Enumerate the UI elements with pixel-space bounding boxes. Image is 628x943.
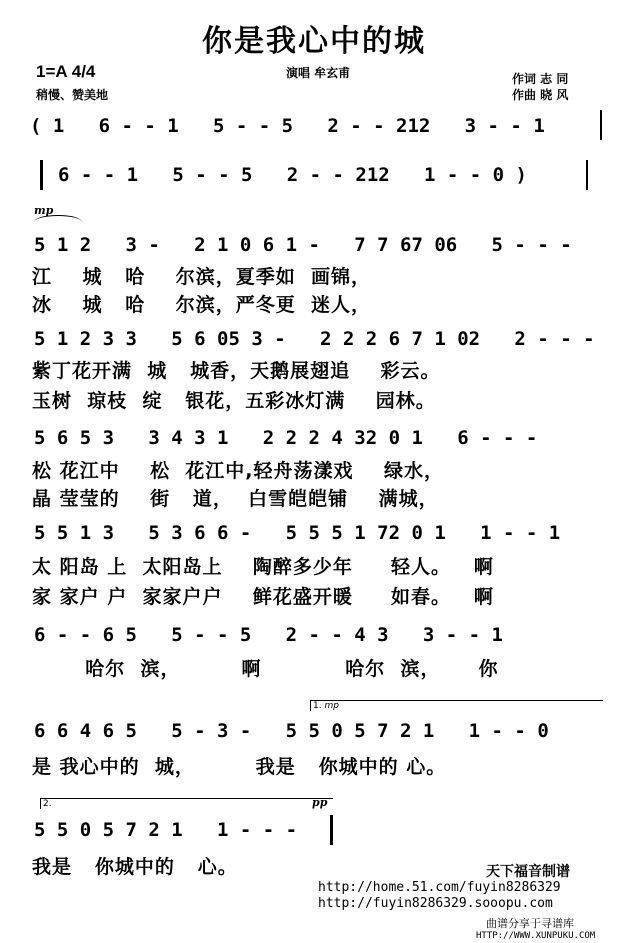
notation-line-1: [0, 113, 628, 139]
volta-1: 1. mp: [310, 700, 603, 711]
notes-line-7: 6 - - 6 5 5 - - 5 2 - - 4 3 3 - - 1: [34, 624, 503, 646]
composer-credit: 作曲 晓 风: [512, 88, 569, 102]
notation-line-7: [0, 622, 628, 648]
notes-line-1: ( 1 6 - - 1 5 - - 5 2 - - 212 3 - - 1: [30, 115, 545, 137]
dynamic-mp-2: mp: [324, 701, 339, 711]
lyrics-line-4-verse-2: 玉树 琼枝 绽 银花，五彩冰灯满 园林。: [32, 390, 436, 412]
notes-line-5: 5 6 5 3 3 4 3 1 2 2 2 4 32 0 1 6 - - -: [34, 427, 538, 449]
notes-line-6: 5 5 1 3 5 3 6 6 - 5 5 5 1 72 0 1 1 - - 1: [34, 522, 561, 544]
notes-line-2: 6 - - 1 5 - - 5 2 - - 212 1 - - 0 ): [58, 164, 527, 186]
notation-line-5: [0, 425, 628, 451]
lyrics-line-5-verse-2: 晶 莹莹的 街 道， 白雪皑皑铺 满城，: [32, 488, 439, 510]
singer-credit: 演唱 牟玄甫: [286, 66, 351, 80]
lyrics-line-6-verse-1: 太 阳岛 上 太阳岛上 陶醉多少年 轻人。 啊: [32, 556, 494, 578]
dynamic-mp: mp: [34, 204, 54, 217]
share-note: 曲谱分享于寻谱库: [486, 917, 574, 930]
lyrics-line-3-verse-1: 江 城 哈 尔滨，夏季如 画锦，: [32, 266, 371, 288]
lyricist-credit: 作词 志 同: [512, 72, 569, 86]
notation-line-3: [0, 232, 628, 258]
key-signature: 1=A 4/4: [36, 62, 96, 81]
notes-line-8: 6 6 4 6 5 5 - 3 - 5 5 0 5 7 2 1 1 - - 0: [34, 720, 549, 742]
publisher: 天下福音制谱: [486, 864, 570, 880]
url-2: http://fuyin8286329.sooopu.com: [318, 896, 553, 911]
lyrics-line-6-verse-2: 家 家户 户 家家户户 鲜花盛开暖 如春。 啊: [32, 586, 494, 608]
notes-line-4: 5 1 2 3 3 5 6 05 3 - 2 2 2 6 7 1 02 2 - - -: [34, 328, 595, 350]
lyrics-line-7: 哈尔 滨， 啊 哈尔 滨， 你: [32, 658, 499, 680]
lyrics-line-3-verse-2: 冰 城 哈 尔滨，严冬更 迷人，: [32, 294, 371, 316]
lyrics-line-5-verse-1: 松 花江中 松 花江中,轻舟荡漾戏 绿水，: [32, 460, 444, 482]
site-watermark: HTTP://WWW.XUNPUKU.COM: [476, 931, 596, 941]
lyrics-line-8: 是 我心中的 城， 我是 你城中的 心。: [32, 756, 447, 778]
notes-line-9: 5 5 0 5 7 2 1 1 - - -: [34, 819, 298, 841]
lyrics-line-9: 我是 你城中的 心。: [32, 856, 238, 878]
notation-line-9: [0, 817, 628, 843]
notation-line-8: [0, 718, 628, 744]
volta-2: 2.: [40, 798, 333, 809]
tempo-marking: 稍慢、赞美地: [36, 88, 109, 102]
notation-line-4: [0, 326, 628, 352]
song-title: 你是我心中的城: [202, 24, 426, 59]
lyrics-line-4-verse-1: 紫丁花开满 城 城香，天鹅展翅追 彩云。: [32, 360, 441, 382]
notes-line-3: 5 1 2 3 - 2 1 0 6 1 - 7 7 67 06 5 - - -: [34, 234, 572, 256]
notation-line-2: [0, 162, 628, 188]
notation-line-6: [0, 520, 628, 546]
url-1: http://home.51.com/fuyin8286329: [318, 880, 561, 895]
dynamic-pp: pp: [312, 796, 328, 809]
